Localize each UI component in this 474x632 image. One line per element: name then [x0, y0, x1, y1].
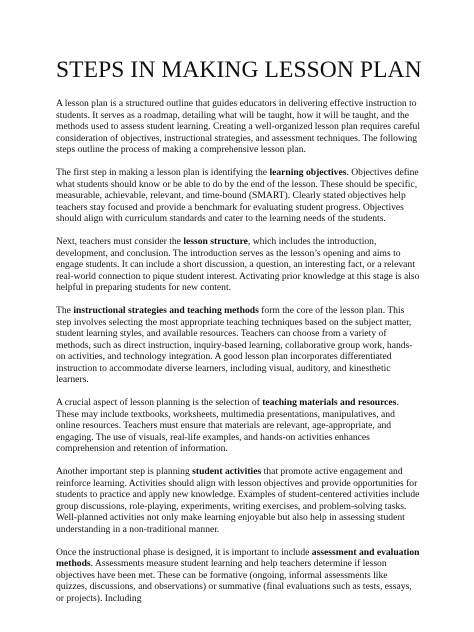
document-page [56, 56, 420, 616]
paragraph-student-activities [56, 466, 420, 535]
paragraph-assessment-methods [56, 547, 420, 605]
paragraph-text: . Objectives define what students should know or be able to do by the end of the lesson. These should be specific, measurable, achievable, relevant, and time-bound (SMART). Clearly stated objectives help teachers stay focused and provide a benchmark for evaluating student progress. Objectives should align with curriculum standards and cater to the learning needs of the students. [56, 167, 419, 224]
paragraph-text: A lesson plan is a structured outline that guides educators in delivering effective instruction to students. It serves as a roadmap, detailing what will be taught, how it will be taught, and the methods used to assess student learning. Creating a well-organized lesson plan requires careful consideration of objectives, instructional strategies, and assessment techniques. The following steps outline the process of making a comprehensive lesson plan. [56, 98, 421, 155]
paragraph-learning-objectives [56, 167, 420, 225]
paragraph-text: Once the instructional phase is designed, it is important to include [56, 546, 312, 558]
paragraph-introduction [56, 98, 420, 156]
paragraph-text: form the core of the lesson plan. This step involves selecting the most appropriate teaching techniques based on the subject matter, student learning styles, and available resources. Teachers can choose from a variety of methods, such as direct instruction, inquiry-based learning, collaborative group work, hands-on activities, and technology integration. A good lesson plan incorporates differentiated instruction to accommodate diverse learners, including visual, auditory, and kinesthetic learners. [56, 305, 413, 385]
paragraph-text: . Assessments measure student learning and help teachers determine if lesson objectives have been met. These can be formative (ongoing, informal assessments like quizzes, discussions, and observations) or summative (final evaluations such as tests, essays, or projects). Including [56, 558, 412, 604]
paragraph-text: A crucial aspect of lesson planning is the selection of [56, 397, 263, 408]
paragraph-bold-term: learning objectives [269, 167, 347, 178]
paragraph-instructional-strategies [56, 305, 420, 386]
paragraph-lesson-structure [56, 236, 420, 294]
paragraph-text: that promote active engagement and reinforce learning. Activities should align with lesson objectives and provide opportunities for students to practice and apply new knowledge. Examples of student-centered activities include group discussions, role-playing, experiments, writing exercises, and problem-solving tasks. Well-planned activities not only make learning enjoyable but also help in assessing student understanding in a non-traditional manner. [56, 466, 420, 535]
paragraph-text: Next, teachers must consider the [56, 236, 184, 247]
paragraph-bold-term: teaching materials and resources [262, 397, 397, 408]
document-title: STEPS IN MAKING LESSON PLAN [56, 57, 422, 83]
paragraph-text: Another important step is planning [56, 466, 193, 477]
paragraph-text: . These may include textbooks, worksheets, multimedia presentations, manipulatives, and online resources. Teachers must ensure that materials are relevant, age-appropriate, and engaging. The use of visuals, real-life examples, and hands-on activities enhances comprehension and retention of information. [56, 397, 399, 454]
paragraph-bold-term: instructional strategies and teaching methods [73, 305, 259, 316]
paragraph-bold-term: assessment and evaluation methods [56, 546, 420, 569]
paragraph-bold-term: lesson structure [183, 236, 248, 247]
paragraph-text: , which includes the introduction, development, and conclusion. The introduction serves as the lesson’s opening and aims to engage students. It can include a short discussion, a question, an interesting fact, or a relevant real-world connection to pique student interest. Activating prior knowledge at this stage is also helpful in preparing students for new content. [56, 236, 420, 293]
paragraph-text: The [56, 305, 74, 316]
paragraph-teaching-materials [56, 397, 420, 455]
paragraph-text: The first step in making a lesson plan is identifying the [56, 167, 270, 178]
paragraph-bold-term: student activities [192, 466, 262, 477]
